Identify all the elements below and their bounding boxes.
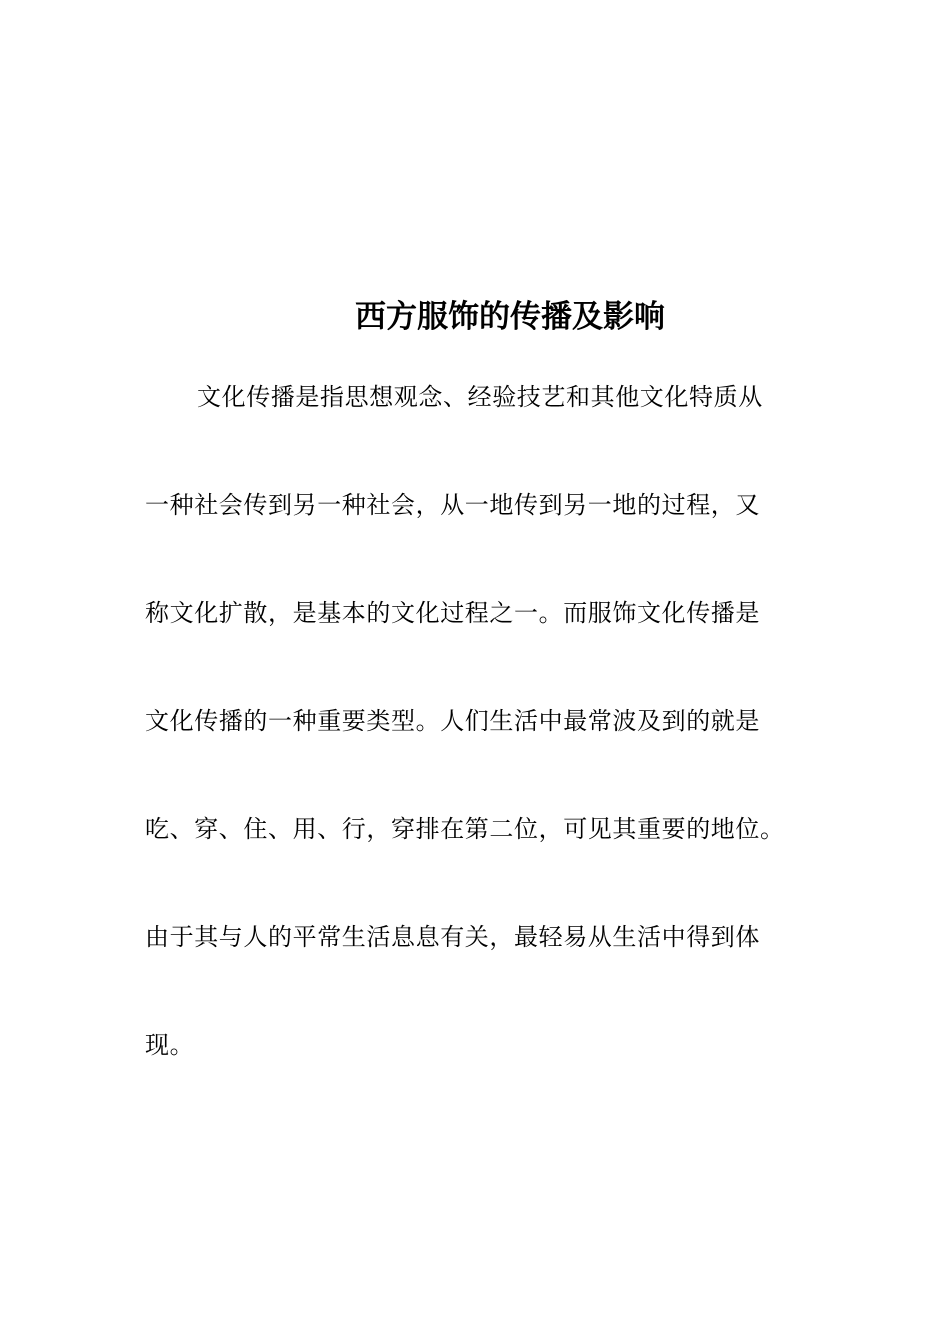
paragraph-line: 吃、穿、住、用、行，穿排在第二位，可见其重要的地位。 <box>145 815 785 843</box>
paragraph-line: 文化传播是指思想观念、经验技艺和其他文化特质从 <box>197 383 763 411</box>
document-paragraph <box>145 372 825 1128</box>
paragraph-line: 称文化扩散，是基本的文化过程之一。而服饰文化传播是 <box>145 599 760 627</box>
paragraph-line: 由于其与人的平常生活息息有关，最轻易从生活中得到体 <box>145 923 760 951</box>
paragraph-line: 一种社会传到另一种社会，从一地传到另一地的过程，又 <box>145 491 760 519</box>
document-title: 西方服饰的传播及影响 <box>355 298 665 335</box>
paragraph-line: 文化传播的一种重要类型。人们生活中最常波及到的就是 <box>145 707 760 735</box>
paragraph-line: 现。 <box>145 1031 195 1059</box>
